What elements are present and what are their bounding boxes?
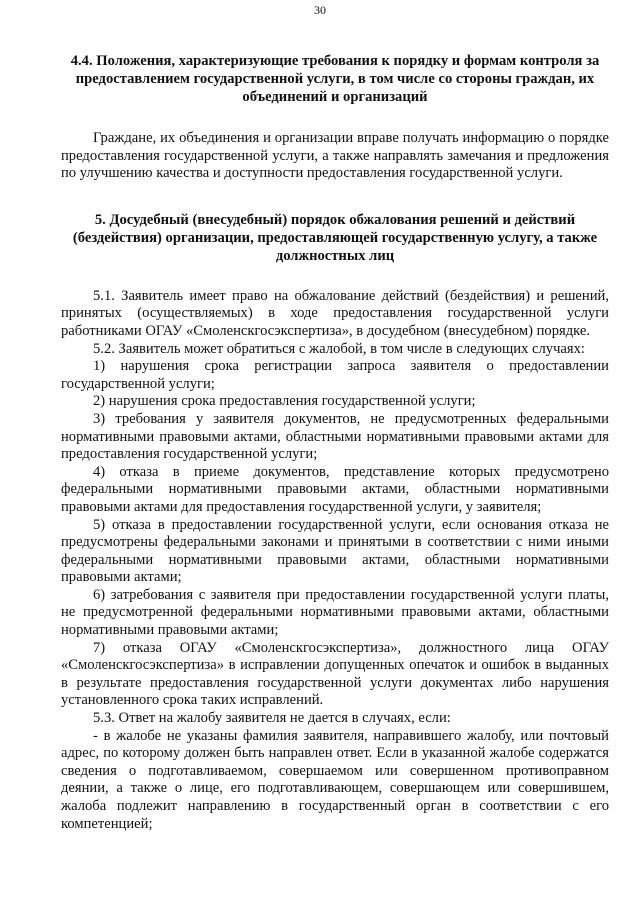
list-item-2: 2) нарушения срока предоставления государственной услуги; [93, 393, 476, 410]
page-content [61, 52, 609, 833]
list-item-3: 3) требования у заявителя документов, не предусмотренных федеральными нормативными правовыми актами, областными нормативными правовыми актами для предоставления государственной услуги; [61, 410, 609, 463]
section-4-4-heading: 4.4. Положения, характеризующие требования к порядку и формам контроля за предоставлением государственной услуги, в том числе со стороны граждан, их объединений и организаций [70, 53, 600, 105]
section-5-heading: 5. Досудебный (внесудебный) порядок обжалования решений и действий (бездействия) организации, предоставляющей государственную услугу, а также должностных лиц [72, 211, 598, 264]
paragraph-5-2: 5.2. Заявитель может обратиться с жалобой, в том числе в следующих случаях: [93, 340, 585, 357]
list-item-5: 5) отказа в предоставлении государственной услуги, если основания отказа не предусмотрены федеральными законами и принятыми в соответствии с ними иными федеральными нормативными правовыми актами, областными нормативными правовыми актами; [61, 516, 609, 586]
list-item-4: 4) отказа в приеме документов, представление которых предусмотрено федеральными нормативными правовыми актами, областными нормативными правовыми актами для предоставления государственной услуги, у заявителя; [61, 463, 609, 515]
list-item-6: 6) затребования с заявителя при предоставлении государственной услуги платы, не предусмотренной федеральными нормативными правовыми актами, областными нормативными правовыми актами; [61, 586, 609, 639]
section-4-4-paragraph: Граждане, их объединения и организации вправе получать информацию о порядке предоставления государственной услуги, а также направлять замечания и предложения по улучшению качества и доступности предоставления государственной услуги. [61, 130, 609, 182]
paragraph-5-1: 5.1. Заявитель имеет право на обжалование действий (бездействия) и решений, принятых (осуществляемых) в ходе предоставления государственной услуги работниками ОГАУ «Смоленскгосэкспертиза», в досудебном (внесудебном) порядке. [61, 287, 609, 339]
page-number: 30 [314, 3, 326, 17]
list-item-1: 1) нарушения срока регистрации запроса заявителя о предоставлении государственной услуги; [61, 358, 609, 392]
paragraph-5-3: 5.3. Ответ на жалобу заявителя не дается в случаях, если: [93, 710, 451, 727]
dash-item-1: - в жалобе не указаны фамилия заявителя, направившего жалобу, или почтовый адрес, по которому должен быть направлен ответ. Если в указанной жалобе содержатся сведения о подготавливаемом, совершаемом или совершенном противоправном деянии, а также о лице, его подготавливающем, совершающем или совершившем, жалоба подлежит направлению в государственный орган в соответствии с его компетенцией; [61, 727, 609, 832]
list-item-7: 7) отказа ОГАУ «Смоленскгосэкспертиза», должностного лица ОГАУ «Смоленскгосэкспертиза» в исправлении допущенных опечаток и ошибок в выданных в результате предоставления государственной услуги документах либо нарушения установленного срока таких исправлений. [61, 639, 609, 709]
